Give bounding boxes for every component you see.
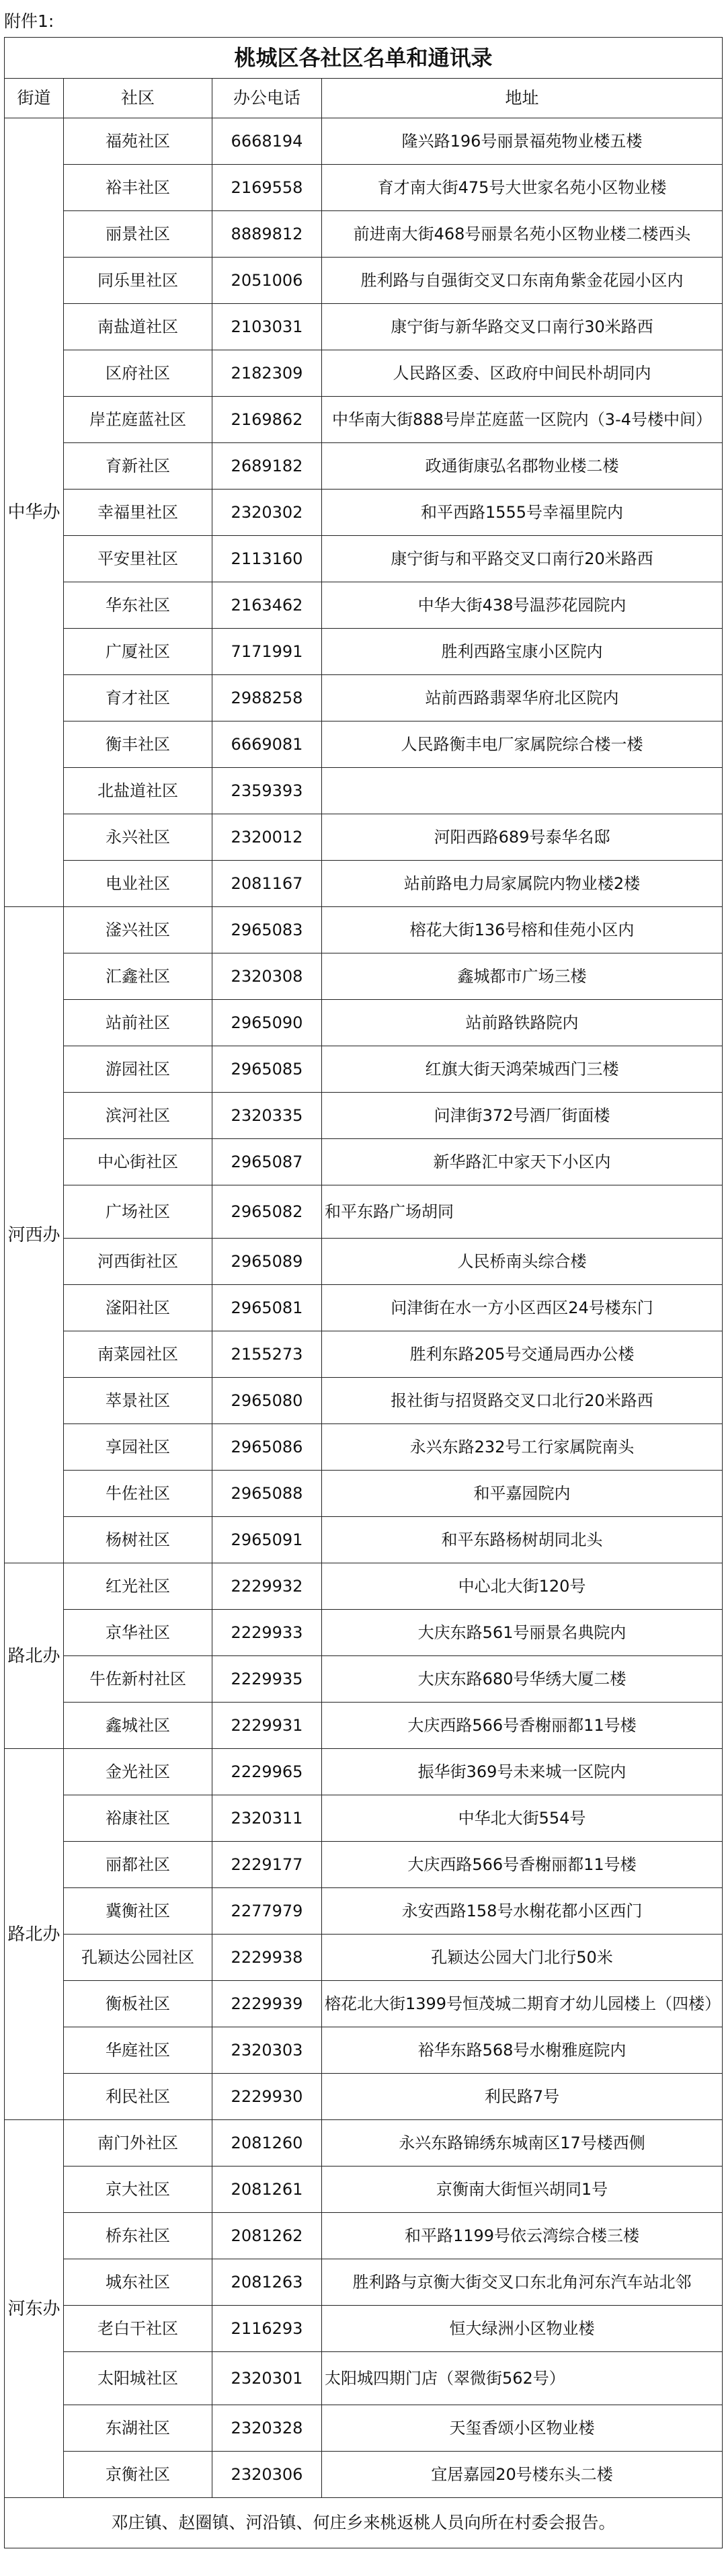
phone-cell: 2229935 (212, 1656, 322, 1703)
table-footer-row (5, 2498, 723, 2548)
address-cell: 永兴东路锦绣东城南区17号楼西侧 (322, 2120, 723, 2167)
community-directory-table (4, 37, 723, 2548)
district-cell: 河西办 (5, 907, 64, 1563)
table-row (5, 1517, 723, 1563)
table-row (5, 443, 723, 490)
address-cell: 新华路汇中家天下小区内 (322, 1139, 723, 1185)
table-row (5, 814, 723, 861)
address-cell: 大庆西路566号香榭丽都11号楼 (322, 1703, 723, 1749)
phone-cell: 7171991 (212, 629, 322, 675)
community-cell: 汇鑫社区 (64, 953, 212, 1000)
phone-cell: 2277979 (212, 1888, 322, 1935)
phone-cell: 2163462 (212, 582, 322, 629)
address-cell: 中心北大街120号 (322, 1563, 723, 1610)
phone-cell: 2229177 (212, 1842, 322, 1888)
community-cell: 北盐道社区 (64, 768, 212, 814)
community-cell: 电业社区 (64, 861, 212, 907)
phone-cell: 2081263 (212, 2259, 322, 2306)
phone-cell: 6668194 (212, 118, 322, 165)
community-cell: 萃景社区 (64, 1378, 212, 1424)
table-row (5, 2074, 723, 2120)
community-cell: 裕康社区 (64, 1795, 212, 1842)
address-cell: 和平路1199号依云湾综合楼三楼 (322, 2213, 723, 2259)
header-community: 社区 (64, 79, 212, 118)
phone-cell: 2229931 (212, 1703, 322, 1749)
phone-cell: 2169558 (212, 165, 322, 211)
table-row (5, 1185, 723, 1239)
phone-cell: 2359393 (212, 768, 322, 814)
table-row (5, 536, 723, 582)
address-cell: 政通街康弘名郡物业楼二楼 (322, 443, 723, 490)
address-cell: 大庆东路680号华绣大厦二楼 (322, 1656, 723, 1703)
address-cell: 和平嘉园院内 (322, 1471, 723, 1517)
community-cell: 东湖社区 (64, 2405, 212, 2452)
community-cell: 牛佐新村社区 (64, 1656, 212, 1703)
phone-cell: 2051006 (212, 258, 322, 304)
address-cell: 中华南大街888号岸芷庭蓝一区院内（3-4号楼中间） (322, 397, 723, 443)
phone-cell: 2113160 (212, 536, 322, 582)
table-row (5, 2027, 723, 2074)
community-cell: 中心街社区 (64, 1139, 212, 1185)
table-row (5, 258, 723, 304)
community-cell: 滏兴社区 (64, 907, 212, 953)
district-cell: 中华办 (5, 118, 64, 907)
table-row (5, 211, 723, 258)
table-row (5, 629, 723, 675)
address-cell: 太阳城四期门店（翠微街562号） (322, 2352, 723, 2405)
table-row (5, 1842, 723, 1888)
phone-cell: 2229965 (212, 1749, 322, 1795)
phone-cell: 8889812 (212, 211, 322, 258)
phone-cell: 2081260 (212, 2120, 322, 2167)
community-cell: 老白干社区 (64, 2306, 212, 2352)
community-cell: 永兴社区 (64, 814, 212, 861)
table-row (5, 1795, 723, 1842)
community-cell: 京华社区 (64, 1610, 212, 1656)
community-cell: 同乐里社区 (64, 258, 212, 304)
address-cell: 和平西路1555号幸福里院内 (322, 490, 723, 536)
address-cell: 裕华东路568号水榭雅庭院内 (322, 2027, 723, 2074)
phone-cell: 2988258 (212, 675, 322, 721)
address-cell: 榕花大街136号榕和佳苑小区内 (322, 907, 723, 953)
phone-cell: 2965083 (212, 907, 322, 953)
community-cell: 丽都社区 (64, 1842, 212, 1888)
community-cell: 广场社区 (64, 1185, 212, 1239)
phone-cell: 2965082 (212, 1185, 322, 1239)
header-district: 街道 (5, 79, 64, 118)
table-row (5, 1935, 723, 1981)
community-cell: 丽景社区 (64, 211, 212, 258)
table-row (5, 1749, 723, 1795)
district-cell: 路北办 (5, 1749, 64, 2120)
address-cell: 京衡南大街恒兴胡同1号 (322, 2167, 723, 2213)
community-cell: 福苑社区 (64, 118, 212, 165)
phone-cell: 2320303 (212, 2027, 322, 2074)
community-cell: 广厦社区 (64, 629, 212, 675)
phone-cell: 2116293 (212, 2306, 322, 2352)
community-cell: 南盐道社区 (64, 304, 212, 350)
address-cell: 康宁街与新华路交叉口南行30米路西 (322, 304, 723, 350)
address-cell: 大庆东路561号丽景名典院内 (322, 1610, 723, 1656)
address-cell: 永兴东路232号工行家属院南头 (322, 1424, 723, 1471)
community-cell: 育才社区 (64, 675, 212, 721)
community-cell: 华庭社区 (64, 2027, 212, 2074)
community-cell: 衡板社区 (64, 1981, 212, 2027)
phone-cell: 2965090 (212, 1000, 322, 1046)
table-row (5, 1424, 723, 1471)
table-row (5, 1471, 723, 1517)
header-phone: 办公电话 (212, 79, 322, 118)
attachment-label: 附件1: (4, 11, 54, 31)
table-row (5, 768, 723, 814)
address-cell: 和平东路杨树胡同北头 (322, 1517, 723, 1563)
address-cell: 人民桥南头综合楼 (322, 1239, 723, 1285)
table-row (5, 1981, 723, 2027)
phone-cell: 2229938 (212, 1935, 322, 1981)
community-cell: 桥东社区 (64, 2213, 212, 2259)
table-row (5, 2259, 723, 2306)
community-cell: 华东社区 (64, 582, 212, 629)
phone-cell: 2229932 (212, 1563, 322, 1610)
phone-cell: 2965089 (212, 1239, 322, 1285)
phone-cell: 2965088 (212, 1471, 322, 1517)
table-row (5, 1139, 723, 1185)
phone-cell: 2965086 (212, 1424, 322, 1471)
address-cell: 永安西路158号水榭花都小区西门 (322, 1888, 723, 1935)
address-cell: 问津街372号酒厂街面楼 (322, 1093, 723, 1139)
community-cell: 育新社区 (64, 443, 212, 490)
address-cell: 河阳西路689号泰华名邸 (322, 814, 723, 861)
community-cell: 河西街社区 (64, 1239, 212, 1285)
address-cell: 问津街在水一方小区西区24号楼东门 (322, 1285, 723, 1331)
community-cell: 冀衡社区 (64, 1888, 212, 1935)
phone-cell: 2155273 (212, 1331, 322, 1378)
address-cell: 站前西路翡翠华府北区院内 (322, 675, 723, 721)
district-cell: 河东办 (5, 2120, 64, 2498)
table-body (5, 118, 723, 2498)
phone-cell: 2689182 (212, 443, 322, 490)
table-row (5, 1610, 723, 1656)
table-header-row (5, 79, 723, 118)
address-cell: 隆兴路196号丽景福苑物业楼五楼 (322, 118, 723, 165)
address-cell: 康宁街与和平路交叉口南行20米路西 (322, 536, 723, 582)
district-cell: 路北办 (5, 1563, 64, 1749)
address-cell: 恒大绿洲小区物业楼 (322, 2306, 723, 2352)
table-row (5, 582, 723, 629)
address-cell: 胜利东路205号交通局西办公楼 (322, 1331, 723, 1378)
table-row (5, 953, 723, 1000)
phone-cell: 2320328 (212, 2405, 322, 2452)
address-cell: 大庆西路566号香榭丽都11号楼 (322, 1842, 723, 1888)
community-cell: 京衡社区 (64, 2452, 212, 2498)
phone-cell: 2320308 (212, 953, 322, 1000)
address-cell: 榕花北大街1399号恒茂城二期育才幼儿园楼上（四楼） (322, 1981, 723, 2027)
community-cell: 平安里社区 (64, 536, 212, 582)
table-row (5, 2167, 723, 2213)
phone-cell: 2320311 (212, 1795, 322, 1842)
table-row (5, 1378, 723, 1424)
table-row (5, 165, 723, 211)
table-row (5, 397, 723, 443)
community-cell: 杨树社区 (64, 1517, 212, 1563)
address-cell: 站前路电力局家属院内物业楼2楼 (322, 861, 723, 907)
table-row (5, 2120, 723, 2167)
address-cell (322, 768, 723, 814)
phone-cell: 2965087 (212, 1139, 322, 1185)
community-cell: 幸福里社区 (64, 490, 212, 536)
community-cell: 滨河社区 (64, 1093, 212, 1139)
phone-cell: 2103031 (212, 304, 322, 350)
header-address: 地址 (322, 79, 723, 118)
phone-cell: 2182309 (212, 350, 322, 397)
table-row (5, 1239, 723, 1285)
community-cell: 裕丰社区 (64, 165, 212, 211)
phone-cell: 2965085 (212, 1046, 322, 1093)
address-cell: 站前路铁路院内 (322, 1000, 723, 1046)
phone-cell: 2965080 (212, 1378, 322, 1424)
community-cell: 南菜园社区 (64, 1331, 212, 1378)
community-cell: 利民社区 (64, 2074, 212, 2120)
address-cell: 利民路7号 (322, 2074, 723, 2120)
phone-cell: 6669081 (212, 721, 322, 768)
address-cell: 振华街369号未来城一区院内 (322, 1749, 723, 1795)
community-cell: 站前社区 (64, 1000, 212, 1046)
community-cell: 牛佐社区 (64, 1471, 212, 1517)
table-row (5, 721, 723, 768)
phone-cell: 2320306 (212, 2452, 322, 2498)
community-cell: 红光社区 (64, 1563, 212, 1610)
community-cell: 滏阳社区 (64, 1285, 212, 1331)
table-row (5, 118, 723, 165)
phone-cell: 2229933 (212, 1610, 322, 1656)
address-cell: 中华大街438号温莎花园院内 (322, 582, 723, 629)
address-cell: 人民路衡丰电厂家属院综合楼一楼 (322, 721, 723, 768)
community-cell: 孔颖达公园社区 (64, 1935, 212, 1981)
address-cell: 报社街与招贤路交叉口北行20米路西 (322, 1378, 723, 1424)
phone-cell: 2081262 (212, 2213, 322, 2259)
phone-cell: 2229939 (212, 1981, 322, 2027)
community-cell: 太阳城社区 (64, 2352, 212, 2405)
community-cell: 衡丰社区 (64, 721, 212, 768)
address-cell: 中华北大街554号 (322, 1795, 723, 1842)
phone-cell: 2081261 (212, 2167, 322, 2213)
community-cell: 南门外社区 (64, 2120, 212, 2167)
table-row (5, 2405, 723, 2452)
phone-cell: 2320012 (212, 814, 322, 861)
community-cell: 京大社区 (64, 2167, 212, 2213)
address-cell: 育才南大街475号大世家名苑小区物业楼 (322, 165, 723, 211)
community-cell: 享园社区 (64, 1424, 212, 1471)
address-cell: 胜利路与自强街交叉口东南角紫金花园小区内 (322, 258, 723, 304)
address-cell: 胜利路与京衡大街交叉口东北角河东汽车站北邻 (322, 2259, 723, 2306)
table-title-row (5, 38, 723, 79)
table-row (5, 2352, 723, 2405)
address-cell: 孔颖达公园大门北行50米 (322, 1935, 723, 1981)
phone-cell: 2081167 (212, 861, 322, 907)
address-cell: 前进南大街468号丽景名苑小区物业楼二楼西头 (322, 211, 723, 258)
community-cell: 区府社区 (64, 350, 212, 397)
community-cell: 城东社区 (64, 2259, 212, 2306)
address-cell: 胜利西路宝康小区院内 (322, 629, 723, 675)
phone-cell: 2965081 (212, 1285, 322, 1331)
table-row (5, 1703, 723, 1749)
address-cell: 鑫城都市广场三楼 (322, 953, 723, 1000)
phone-cell: 2320301 (212, 2352, 322, 2405)
community-cell: 金光社区 (64, 1749, 212, 1795)
table-title: 桃城区各社区名单和通讯录 (5, 38, 723, 79)
table-row (5, 907, 723, 953)
table-row (5, 350, 723, 397)
table-row (5, 675, 723, 721)
table-row (5, 1331, 723, 1378)
footer-note: 邓庄镇、赵圈镇、河沿镇、何庄乡来桃返桃人员向所在村委会报告。 (5, 2498, 723, 2548)
address-cell: 和平东路广场胡同 (322, 1185, 723, 1239)
address-cell: 红旗大街天鸿荣城西门三楼 (322, 1046, 723, 1093)
community-cell: 鑫城社区 (64, 1703, 212, 1749)
address-cell: 天玺香颂小区物业楼 (322, 2405, 723, 2452)
table-row (5, 2306, 723, 2352)
table-row (5, 2452, 723, 2498)
table-row (5, 861, 723, 907)
table-row (5, 1046, 723, 1093)
table-row (5, 490, 723, 536)
address-cell: 宜居嘉园20号楼东头二楼 (322, 2452, 723, 2498)
table-row (5, 304, 723, 350)
phone-cell: 2965091 (212, 1517, 322, 1563)
phone-cell: 2320335 (212, 1093, 322, 1139)
table-row (5, 1656, 723, 1703)
address-cell: 人民路区委、区政府中间民朴胡同内 (322, 350, 723, 397)
community-cell: 岸芷庭蓝社区 (64, 397, 212, 443)
table-row (5, 2213, 723, 2259)
table-row (5, 1000, 723, 1046)
phone-cell: 2169862 (212, 397, 322, 443)
table-row (5, 1093, 723, 1139)
phone-cell: 2320302 (212, 490, 322, 536)
table-row (5, 1888, 723, 1935)
table-row (5, 1285, 723, 1331)
table-row (5, 1563, 723, 1610)
community-cell: 游园社区 (64, 1046, 212, 1093)
phone-cell: 2229930 (212, 2074, 322, 2120)
